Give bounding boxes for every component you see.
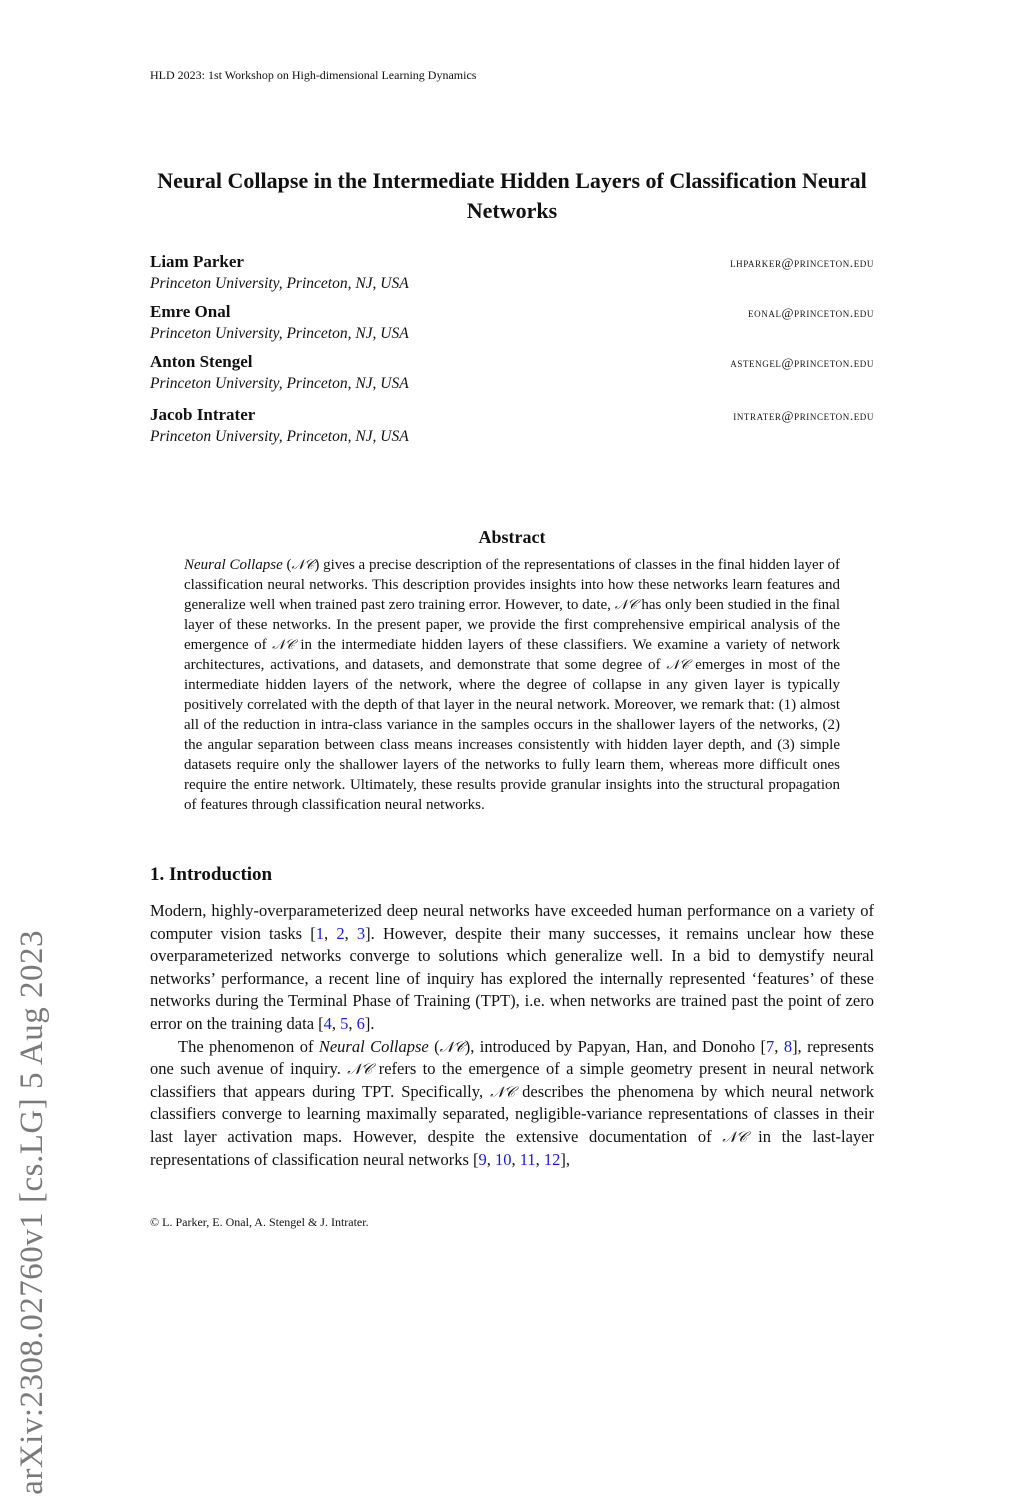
abstract-sentence: has only been studied in the final layer of these networks. In the present paper, we provide the first comprehensive empirical analysis of the emergence of [184,597,840,653]
introduction-text [150,900,874,1171]
citation-link[interactable]: 5 [340,1013,349,1033]
intro-text-run: ]. [364,1013,375,1033]
abstract-sentence: in the intermediate hidden layers of these classifiers. We examine a variety of network architectures, activations, and datasets, and demonstrate that some degree of [184,637,840,673]
section-heading-introduction: 1. Introduction [150,864,273,885]
author-email[interactable]: lhparker@princeton.edu [730,255,874,270]
author-email[interactable]: eonal@princeton.edu [748,305,874,320]
arxiv-stamp-container [14,930,54,1510]
author-entry [150,302,874,352]
author-affiliation: Princeton University, Princeton, NJ, USA [150,275,409,292]
nc-symbol: 𝒩𝒞 [347,1060,373,1079]
author-name: Anton Stengel [150,352,253,371]
author-name: Liam Parker [150,252,244,271]
nc-symbol: 𝒩𝒞 [439,1037,465,1056]
nc-symbol: 𝒩𝒞 [614,597,638,613]
intro-text-run: ), introduced by Papyan, Han, and Donoho [ [464,1036,767,1056]
citation-link[interactable]: 10 [495,1149,512,1169]
intro-text-run: refers to the emergence of a simple geometry present in neural network classifiers that appears during TPT. Specifically, [150,1059,875,1101]
intro-text-run: ], represents one such avenue of inquiry. [150,1036,874,1079]
paper-title: Neural Collapse in the Intermediate Hidden Layers of Classification Neural Networks [157,168,867,223]
nc-symbol: 𝒩𝒞 [291,557,315,573]
author-email[interactable]: astengel@princeton.edu [730,355,874,370]
citation-link[interactable]: 11 [519,1149,536,1169]
intro-text-run: Modern, highly-overparameterized deep neural networks have exceeded human performance on a variety of computer vision tasks [ [150,901,874,943]
citation-link[interactable]: 9 [478,1149,487,1169]
author-affiliation: Princeton University, Princeton, NJ, USA [150,375,409,392]
abstract-text: Neural Collapse (𝒩𝒞) gives a precise description of the representations of classes in the final hidden layer of classification neural networks. This description provides insights into how these networks learn features and generalize well when trained past zero training error. However, to date, 𝒩𝒞 has only been studied in the final layer of these networks. In the present paper, we provide the first comprehensive empirical analysis of the emergence of 𝒩𝒞 in the intermediate hidden layers of these classifiers. We examine a variety of network architectures, activations, and datasets, and demonstrate that some degree of 𝒩𝒞 emerges in most of the intermediate hidden layers of the network, where the degree of collapse in any given layer is typically positively correlated with the depth of that layer in the neural network. Moreover, we remark that: (1) almost all of the reduction in intra-class variance in the samples occurs in the shallower layers of the networks, (2) the angular separation between class means increases consistently with hidden layer depth, and (3) simple datasets require only the shallower layers of the networks to fully learn them, whereas more difficult ones require the entire network. Ultimately, these results provide granular insights into the structural propagation of features through classification neural networks. [184,557,840,813]
intro-paragraph: Modern, highly-overparameterized deep neural networks have exceeded human performance on a variety of computer vision tasks [1, 2, 3]. However, despite their many successes, it remains unclear how these overparameterized networks converge to solutions which generalize well. In a bid to demystify neural networks’ performance, a recent line of inquiry has explored the internally represented ‘features’ of these networks during the Terminal Phase of Training (TPT), i.e. when networks are trained past the point of zero error on the training data [4, 5, 6]. [150,901,875,1033]
citation-link[interactable]: 3 [356,923,366,943]
nc-symbol: 𝒩𝒞 [666,657,690,673]
author-entry [150,405,874,455]
nc-term: Neural Collapse [184,557,283,573]
abstract-heading: Abstract [478,527,546,547]
citation-link[interactable]: 8 [783,1036,793,1056]
intro-paragraph: The phenomenon of Neural Collapse (𝒩𝒞), introduced by Papyan, Han, and Donoho [7, 8], represents one such avenue of inquiry. 𝒩𝒞 refers to the emergence of a simple geometry present in neural network classifiers that appears during TPT. Specifically, 𝒩𝒞 describes the phenomena by which neural network classifiers converge to learning maximally separated, negligible-variance representations of classes in their last layer activation maps. However, despite the extensive documentation of 𝒩𝒞 in the last-layer representations of classification neural networks [9, 10, 11, 12], [150,1036,875,1169]
author-name: Emre Onal [150,302,231,321]
citation-link[interactable]: 6 [356,1013,365,1033]
abstract-sentence: gives a precise description of the representations of classes in the final hidden layer of classification neural networks. This description provides insights into how these networks learn features and generalize well when trained past zero training error. However, to date, [184,557,840,613]
author-name: Jacob Intrater [150,405,256,424]
arxiv-stamp[interactable]: arXiv:2308.02760v1 [cs.LG] 5 Aug 2023 [14,930,50,1495]
running-head: HLD 2023: 1st Workshop on High-dimensional Learning Dynamics [150,68,477,82]
citation-link[interactable]: 2 [336,923,345,943]
author-affiliation: Princeton University, Princeton, NJ, USA [150,428,409,445]
nc-term: Neural Collapse [318,1036,429,1056]
author-entry [150,252,874,302]
intro-text-run: ], [560,1149,571,1169]
citation-link[interactable]: 7 [766,1036,775,1056]
intro-text-run: describes the phenomena by which neural network classifiers converge to learning maximally separated, negligible-variance representations of classes in their last layer activation maps. However, despite the extensive documentation of [150,1081,874,1146]
intro-text-run: The phenomenon of [178,1036,319,1056]
nc-symbol: 𝒩𝒞 [490,1082,516,1101]
nc-symbol: 𝒩𝒞 [272,637,295,653]
copyright-footer: © L. Parker, E. Onal, A. Stengel & J. Intrater. [150,1215,369,1229]
intro-text-run: ]. However, despite their many successes, it remains unclear how these overparameterized networks converge to solutions which generalize well. In a bid to demystify neural networks’ performance, a recent line of inquiry has explored the internally represented ‘features’ of these networks during the Terminal Phase of Training (TPT), i.e. when networks are trained past the point of zero error on the training data [ [150,923,875,1033]
author-block [150,252,874,455]
citation-link[interactable]: 1 [315,923,325,943]
nc-symbol: 𝒩𝒞 [722,1127,748,1146]
intro-text-run: in the last-layer representations of classification neural networks [ [150,1126,874,1169]
author-affiliation: Princeton University, Princeton, NJ, USA [150,325,409,342]
citation-link[interactable]: 12 [543,1149,561,1169]
abstract-sentence: emerges in most of the intermediate hidden layers of the network, where the degree of collapse in any given layer is typically positively correlated with the depth of that layer in the neural network. Moreover, we remark that: (1) almost all of the reduction in intra-class variance in the samples occurs in the shallower layers of the networks, (2) the angular separation between class means increases consistently with hidden layer depth, and (3) simple datasets require only the shallower layers of the networks to fully learn them, whereas more difficult ones require the entire network. Ultimately, these results provide granular insights into the structural propagation of features through classification neural networks. [184,657,840,813]
citation-link[interactable]: 4 [323,1013,332,1033]
author-entry [150,352,874,405]
author-email[interactable]: intrater@princeton.edu [733,408,874,423]
